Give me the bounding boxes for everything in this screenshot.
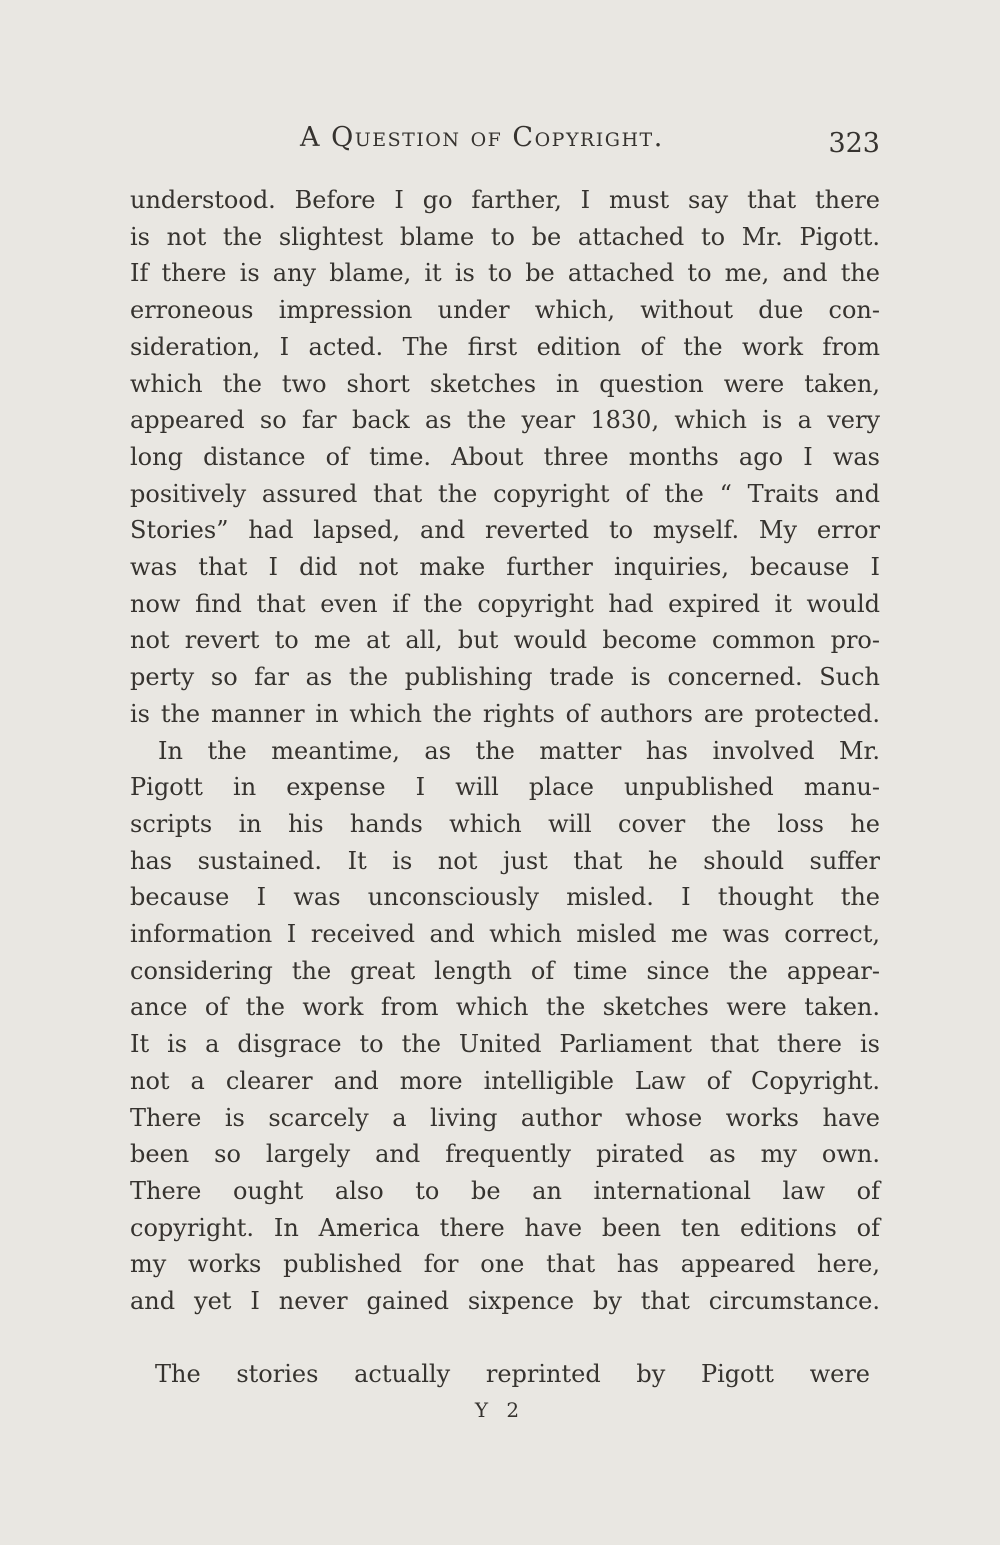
- text-line: positively assured that the copyright of the “ Traits and: [130, 479, 880, 508]
- text-line: my works published for one that has appeared here,: [130, 1250, 880, 1279]
- text-line: It is a disgrace to the United Parliament that there is: [130, 1030, 880, 1059]
- text-line: Stories” had lapsed, and reverted to myself. My error: [130, 516, 880, 545]
- text-line: long distance of time. About three months ago I was: [130, 442, 880, 471]
- text-line: considering the great length of time since the appear-: [130, 956, 880, 985]
- text-line: was that I did not make further inquiries, because I: [130, 553, 880, 582]
- text-line: scripts in his hands which will cover the loss he: [130, 809, 880, 838]
- text-line: is the manner in which the rights of authors are protected.: [130, 699, 880, 728]
- text-line: has sustained. It is not just that he should suffer: [130, 846, 880, 875]
- body-text: [130, 182, 880, 1320]
- text-line: which the two short sketches in question were taken,: [130, 369, 880, 398]
- text-line: understood. Before I go farther, I must say that there: [130, 186, 880, 214]
- text-line: In the meantime, as the matter has involved Mr.: [158, 736, 880, 765]
- text-line: There ought also to be an international law of: [130, 1176, 880, 1205]
- text-line: There is scarcely a living author whose works have: [130, 1103, 880, 1132]
- text-line: not a clearer and more intelligible Law of Copyright.: [130, 1066, 880, 1095]
- running-head: [300, 118, 880, 168]
- text-line: information I received and which misled me was correct,: [130, 920, 880, 949]
- note-line: The stories actually reprinted by Pigott were: [155, 1360, 870, 1388]
- page-number: 323: [828, 128, 880, 159]
- text-line: ance of the work from which the sketches were taken.: [130, 993, 880, 1022]
- text-line: perty so far as the publishing trade is concerned. Such: [130, 663, 880, 692]
- text-line: been so largely and frequently pirated as my own.: [130, 1140, 880, 1169]
- text-line: sideration, I acted. The first edition of the work from: [130, 332, 880, 361]
- text-line: Pigott in expense I will place unpublished manu-: [130, 773, 880, 802]
- text-line: If there is any blame, it is to be attached to me, and the: [130, 259, 880, 288]
- text-line: is not the slightest blame to be attached to Mr. Pigott.: [130, 222, 880, 251]
- text-line: and yet I never gained sixpence by that circumstance.: [130, 1287, 880, 1316]
- text-line: appeared so far back as the year 1830, which is a very: [130, 406, 880, 435]
- text-line: copyright. In America there have been ten editions of: [130, 1213, 880, 1242]
- running-title: A Question of Copyright.: [300, 122, 664, 153]
- text-line: not revert to me at all, but would become common pro-: [130, 626, 880, 655]
- signature-mark: Y 2: [474, 1398, 526, 1422]
- text-line: because I was unconsciously misled. I thought the: [130, 883, 880, 912]
- text-line: erroneous impression under which, without due con-: [130, 296, 880, 325]
- text-line: now find that even if the copyright had expired it would: [130, 589, 880, 618]
